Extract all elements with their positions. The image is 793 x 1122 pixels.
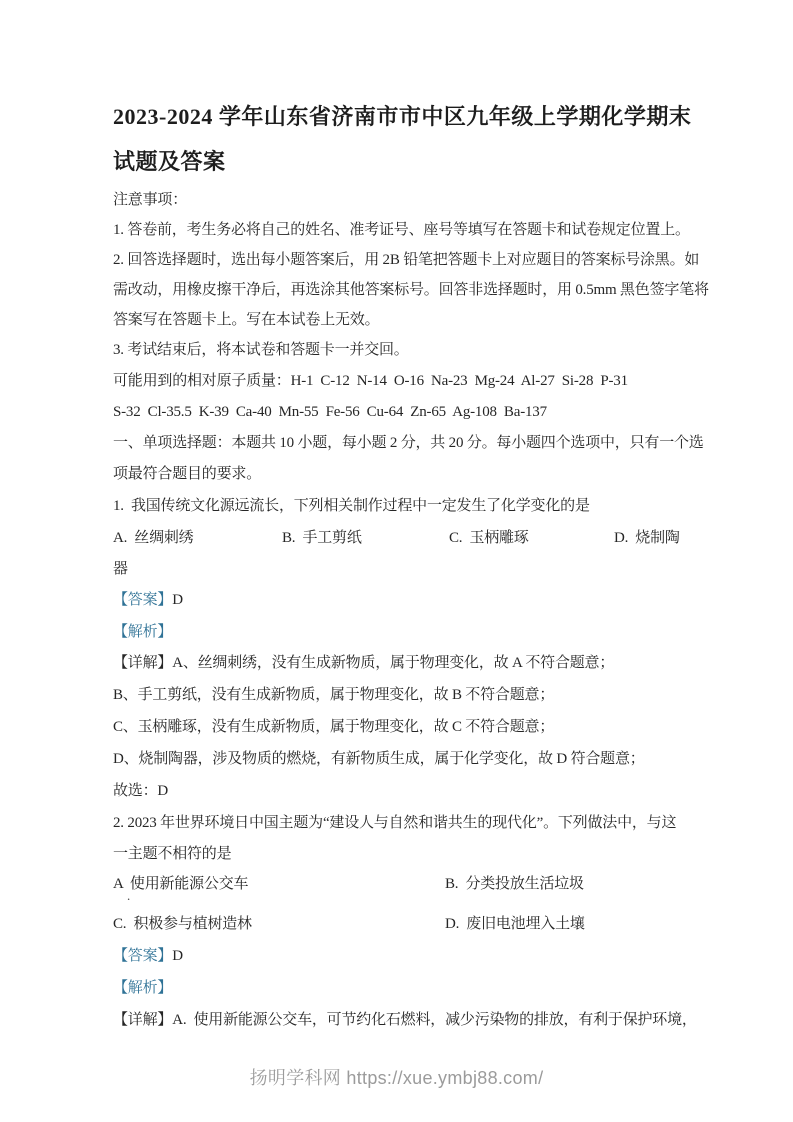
q1-analysis-label: 【解析】 (113, 624, 173, 640)
q1-detail-line3: C、玉柄雕琢，没有生成新物质，属于物理变化，故 C 不符合题意； (113, 719, 555, 735)
q2-stem-line1: 2. 2023 年世界环境日中国主题为“建设人与自然和谐共生的现代化”。下列做法中，与这 (113, 815, 677, 831)
q2-detail-label: 【详解】 (113, 1012, 173, 1028)
q1-conclusion: 故选：D (113, 783, 169, 799)
notice-item-1: 1. 答卷前，考生务必将自己的姓名、准考证号、座号等填写在答题卡和试卷规定位置上。 (113, 222, 690, 238)
q1-answer-row (113, 591, 183, 611)
q1-detail-line1: A、丝绸刺绣，没有生成新物质，属于物理变化，故 A 不符合题意； (172, 655, 615, 671)
q2-option-c: C. 积极参与植树造林 (113, 916, 252, 932)
q2-analysis-row (113, 979, 172, 999)
q1-detail-label: 【详解】 (113, 655, 173, 671)
q2-option-d: D. 废旧电池埋入土壤 (445, 916, 585, 932)
section-1-header-line1: 一、单项选择题：本题共 10 小题，每小题 2 分，共 20 分。每小题四个选项中，只有一个选 (113, 435, 704, 451)
q1-option-d: D. 烧制陶 (614, 530, 680, 546)
q1-stem: 1. 我国传统文化源远流长，下列相关制作过程中一定发生了化学变化的是 (113, 498, 590, 514)
q2-answer-label: 【答案】 (113, 948, 173, 964)
q1-detail-line1-row (113, 654, 614, 674)
q1-answer-label: 【答案】 (113, 592, 173, 608)
q1-analysis-row (113, 623, 172, 643)
q1-detail-line4: D、烧制陶器，涉及物质的燃烧，有新物质生成，属于化学变化，故 D 符合题意； (113, 751, 645, 767)
q1-detail-line2: B、手工剪纸，没有生成新物质，属于物理变化，故 B 不符合题意； (113, 687, 555, 703)
document-title-line2: 试题及答案 (113, 149, 226, 174)
notice-item-3: 3. 考试结束后，将本试卷和答题卡一并交回。 (113, 342, 409, 358)
q2-analysis-label: 【解析】 (113, 980, 173, 996)
q1-option-a: A. 丝绸刺绣 (113, 530, 194, 546)
q2-option-a-period: . (127, 888, 131, 903)
q2-answer-row (113, 947, 183, 967)
q2-stem-line2: 一主题不相符的是 (113, 846, 232, 862)
q2-detail-line1-row (113, 1011, 697, 1031)
q1-option-d-wrap: 器 (113, 561, 128, 577)
q2-detail-line1: A. 使用新能源公交车，可节约化石燃料，减少污染物的排放，有利于保护环境， (172, 1012, 697, 1028)
footer-text: 扬明学科网 https://xue.ymbj88.com/ (249, 1068, 544, 1088)
document-title-line1: 2023-2024 学年山东省济南市市中区九年级上学期化学期末 (113, 104, 692, 129)
notice-heading: 注意事项： (113, 192, 188, 208)
atomic-masses-line2: S-32 Cl-35.5 K-39 Ca-40 Mn-55 Fe-56 Cu-64 Zn-65 Ag-108 Ba-137 (113, 404, 547, 420)
notice-item-2-line1: 2. 回答选择题时，选出每小题答案后，用 2B 铅笔把答题卡上对应题目的答案标号涂黑。如 (113, 252, 700, 268)
q2-option-a: A 使用新能源公交车 (113, 876, 249, 892)
q1-answer-value: D (172, 592, 183, 608)
atomic-masses-line1: 可能用到的相对原子质量：H-1 C-12 N-14 O-16 Na-23 Mg-24 Al-27 Si-28 P-31 (113, 373, 628, 389)
q1-option-b: B. 手工剪纸 (282, 530, 362, 546)
q2-answer-value: D (172, 948, 183, 964)
section-1-header-line2: 项最符合题目的要求。 (113, 466, 262, 482)
q1-option-c: C. 玉柄雕琢 (449, 530, 529, 546)
notice-item-2-line2: 需改动，用橡皮擦干净后，再选涂其他答案标号。回答非选择题时，用 0.5mm 黑色签字笔将 (113, 282, 709, 298)
notice-item-2-line3: 答案写在答题卡上。写在本试卷上无效。 (113, 312, 380, 328)
q2-option-b: B. 分类投放生活垃圾 (445, 876, 584, 892)
